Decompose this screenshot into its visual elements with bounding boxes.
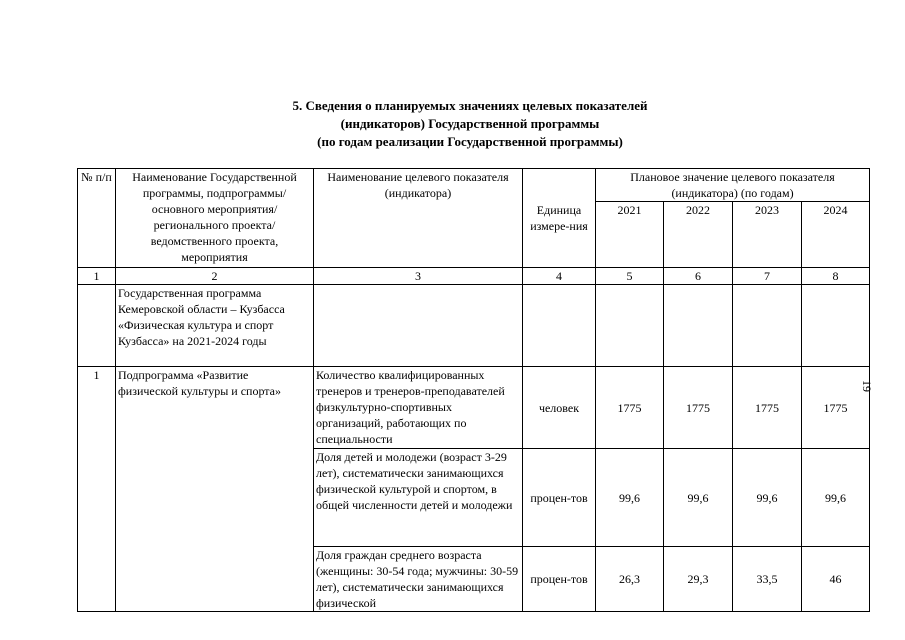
- indicator-name: Количество квалифицированных тренеров и тренеров-преподавателей физкультурно-спортивных организаций, работающих по специальности: [314, 367, 523, 449]
- column-number: 1: [78, 268, 116, 285]
- column-number: 8: [802, 268, 870, 285]
- table-row: [78, 367, 870, 449]
- column-number: 4: [523, 268, 596, 285]
- column-number: 6: [664, 268, 733, 285]
- header-unit: Единица измере-ния: [523, 169, 596, 268]
- header-num: № п/п: [78, 169, 116, 268]
- indicator-value: 99,6: [733, 449, 802, 547]
- program-name: Государственная программа Кемеровской области – Кузбасса «Физическая культура и спорт Кузбасса» на 2021-2024 годы: [116, 285, 314, 367]
- column-numbers-row: [78, 268, 870, 285]
- indicator-value: 99,6: [664, 449, 733, 547]
- indicator-value: 1775: [802, 367, 870, 449]
- program-row: [78, 285, 870, 367]
- title-line-3: (по годам реализации Государственной программы): [317, 134, 623, 149]
- indicator-value: 46: [802, 547, 870, 612]
- indicator-value: 33,5: [733, 547, 802, 612]
- indicator-value: 1775: [733, 367, 802, 449]
- title-line-1: 5. Сведения о планируемых значениях целевых показателей: [292, 98, 648, 113]
- header-year: 2021: [596, 202, 664, 268]
- column-number: 3: [314, 268, 523, 285]
- header-year: 2024: [802, 202, 870, 268]
- column-number: 5: [596, 268, 664, 285]
- indicator-value: 1775: [664, 367, 733, 449]
- title-line-2: (индикаторов) Государственной программы: [340, 116, 600, 131]
- header-indicator: Наименование целевого показателя (индикатора): [314, 169, 523, 268]
- indicator-unit: человек: [523, 367, 596, 449]
- indicator-value: 29,3: [664, 547, 733, 612]
- subprogram-name: Подпрограмма «Развитие физической культуры и спорта»: [116, 367, 314, 612]
- indicators-table: [77, 168, 870, 612]
- indicator-unit: процен-тов: [523, 449, 596, 547]
- page-number: 19: [860, 380, 874, 392]
- section-title: [150, 97, 790, 151]
- column-number: 2: [116, 268, 314, 285]
- header-row: [78, 169, 870, 202]
- header-year: 2023: [733, 202, 802, 268]
- indicator-value: 1775: [596, 367, 664, 449]
- row-num: 1: [78, 367, 116, 612]
- indicator-value: 99,6: [596, 449, 664, 547]
- header-name: Наименование Государственной программы, подпрограммы/основного мероприятия/регионального проекта/ведомственного проекта, мероприятия: [116, 169, 314, 268]
- indicator-name: Доля детей и молодежи (возраст 3-29 лет), систематически занимающихся физической культурой и спортом, в общей численности детей и молодежи: [314, 449, 523, 547]
- column-number: 7: [733, 268, 802, 285]
- indicator-name: Доля граждан среднего возраста (женщины: 30-54 года; мужчины: 30-59 лет), систематически занимающихся физической: [314, 547, 523, 612]
- indicator-value: 99,6: [802, 449, 870, 547]
- header-year: 2022: [664, 202, 733, 268]
- indicator-unit: процен-тов: [523, 547, 596, 612]
- header-planned: Плановое значение целевого показателя (индикатора) (по годам): [596, 169, 870, 202]
- indicator-value: 26,3: [596, 547, 664, 612]
